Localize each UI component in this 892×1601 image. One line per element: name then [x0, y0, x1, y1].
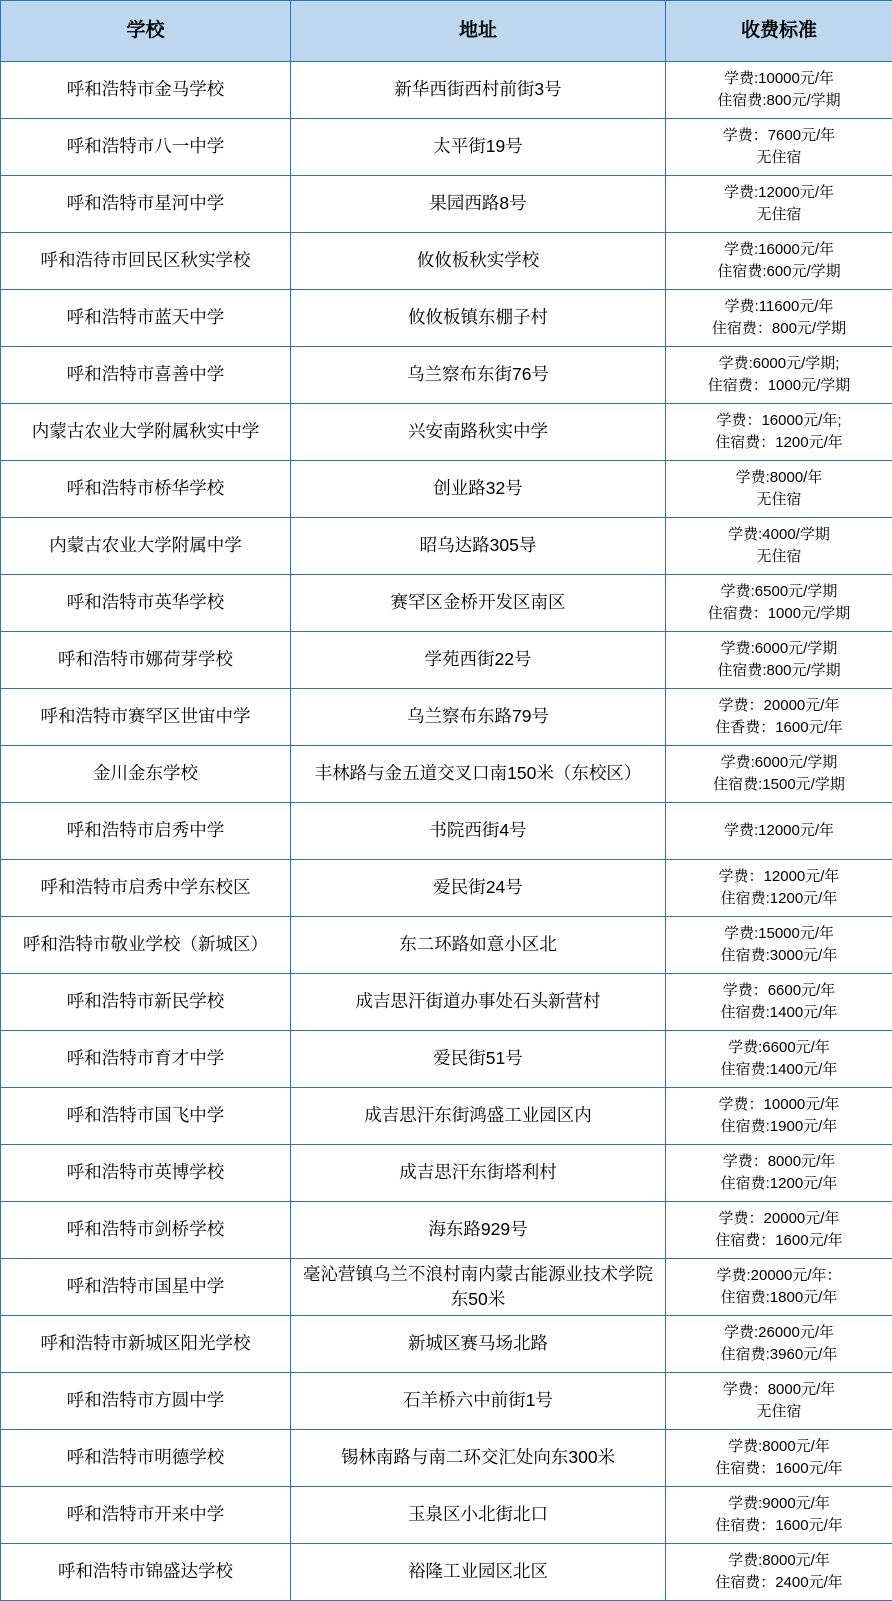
- table-row: [1, 860, 892, 917]
- fee-line: 学费:4000/学期: [670, 524, 888, 547]
- cell-address: 爱民街51号: [291, 1031, 666, 1088]
- cell-school: 呼和浩特市锦盛达学校: [1, 1544, 291, 1601]
- fee-line: 住宿费：1000元/学期: [670, 603, 888, 626]
- cell-fee: [666, 1088, 892, 1145]
- cell-school: 内蒙古农业大学附属秋实中学: [1, 404, 291, 461]
- table-row: [1, 1487, 892, 1544]
- cell-address: 昭乌达路305导: [291, 518, 666, 575]
- cell-school: 呼和浩特市新城区阳光学校: [1, 1316, 291, 1373]
- fee-line: 无住宿: [670, 546, 888, 569]
- cell-address: 书院西街4号: [291, 803, 666, 860]
- cell-address: 太平街19号: [291, 119, 666, 176]
- cell-fee: [666, 1487, 892, 1544]
- cell-fee: [666, 860, 892, 917]
- cell-fee: [666, 1316, 892, 1373]
- table-row: [1, 1544, 892, 1601]
- table-row: [1, 290, 892, 347]
- cell-address: 丰林路与金五道交叉口南150米（东校区）: [291, 746, 666, 803]
- cell-address: 新城区赛马场北路: [291, 1316, 666, 1373]
- table-row: [1, 746, 892, 803]
- table-row: [1, 1202, 892, 1259]
- fee-line: 无住宿: [670, 489, 888, 512]
- table-row: [1, 404, 892, 461]
- fee-line: 住宿费：2400元/年: [670, 1572, 888, 1595]
- fee-line: 住宿费:800元/学期: [670, 90, 888, 113]
- cell-fee: [666, 518, 892, 575]
- table-row: [1, 803, 892, 860]
- cell-school: 呼和浩特市星河中学: [1, 176, 291, 233]
- fee-line: 学费:6000元/学期: [670, 752, 888, 775]
- cell-address: 海东路929号: [291, 1202, 666, 1259]
- fee-line: 住宿费:600元/学期: [670, 261, 888, 284]
- cell-school: 呼和浩特市方圆中学: [1, 1373, 291, 1430]
- cell-address: 爱民街24号: [291, 860, 666, 917]
- cell-address: 攸攸板秋实学校: [291, 233, 666, 290]
- cell-address: 乌兰察布东街76号: [291, 347, 666, 404]
- fee-line: 住宿费:800元/学期: [670, 660, 888, 683]
- fee-line: 住宿费：800元/学期: [670, 318, 888, 341]
- table-row: [1, 1088, 892, 1145]
- table-body: [1, 62, 892, 1601]
- table-row: [1, 461, 892, 518]
- fee-line: 学费:12000元/年: [670, 820, 888, 843]
- fee-line: 无住宿: [670, 1401, 888, 1424]
- fee-line: 住宿费：1600元/年: [670, 1230, 888, 1253]
- cell-fee: [666, 974, 892, 1031]
- cell-fee: [666, 689, 892, 746]
- column-header-fee: 收费标准: [666, 1, 892, 62]
- table-row: [1, 917, 892, 974]
- fee-line: 学费：8000元/年: [670, 1151, 888, 1174]
- fee-line: 学费:6000元/学期;: [670, 353, 888, 376]
- cell-school: 呼和浩特市启秀中学: [1, 803, 291, 860]
- fee-line: 住宿费:1200元/年: [670, 1173, 888, 1196]
- table-row: [1, 689, 892, 746]
- table-row: [1, 347, 892, 404]
- cell-address: 学苑西街22号: [291, 632, 666, 689]
- fee-line: 学费:6000元/学期: [670, 638, 888, 661]
- fee-line: 住宿费：1600元/年: [670, 1458, 888, 1481]
- fee-line: 学费:15000元/年: [670, 923, 888, 946]
- fee-line: 学费:16000元/年: [670, 239, 888, 262]
- cell-address: 攸攸板镇东棚子村: [291, 290, 666, 347]
- fee-line: 学费：10000元/年: [670, 1094, 888, 1117]
- table-row: [1, 974, 892, 1031]
- fee-line: 住宿费:1200元/年: [670, 888, 888, 911]
- cell-fee: [666, 803, 892, 860]
- cell-address: 创业路32号: [291, 461, 666, 518]
- fee-line: 住宿费:1400元/年: [670, 1002, 888, 1025]
- column-header-address: 地址: [291, 1, 666, 62]
- table-row: [1, 62, 892, 119]
- cell-school: 金川金东学校: [1, 746, 291, 803]
- cell-school: 呼和浩特市开来中学: [1, 1487, 291, 1544]
- fee-line: 学费:8000元/年: [670, 1436, 888, 1459]
- cell-school: 呼和浩特市育才中学: [1, 1031, 291, 1088]
- cell-school: 呼和浩特市英博学校: [1, 1145, 291, 1202]
- cell-fee: [666, 1259, 892, 1316]
- cell-fee: [666, 290, 892, 347]
- cell-address: 成吉思汗东街鸿盛工业园区内: [291, 1088, 666, 1145]
- cell-address: 石羊桥六中前街1号: [291, 1373, 666, 1430]
- fee-line: 学费:11600元/年: [670, 296, 888, 319]
- cell-fee: [666, 1373, 892, 1430]
- fee-line: 住宿费：1200元/年: [670, 432, 888, 455]
- fee-line: 住宿费:3000元/年: [670, 945, 888, 968]
- cell-fee: [666, 1430, 892, 1487]
- fee-line: 学费:6500元/学期: [670, 581, 888, 604]
- cell-fee: [666, 119, 892, 176]
- cell-fee: [666, 404, 892, 461]
- fee-line: 住宿费：1000元/学期: [670, 375, 888, 398]
- cell-school: 呼和浩特市国飞中学: [1, 1088, 291, 1145]
- fee-line: 学费：12000元/年: [670, 866, 888, 889]
- table-row: [1, 518, 892, 575]
- cell-fee: [666, 461, 892, 518]
- table-row: [1, 176, 892, 233]
- cell-fee: [666, 176, 892, 233]
- cell-fee: [666, 1544, 892, 1601]
- table-row: [1, 632, 892, 689]
- cell-school: 内蒙古农业大学附属中学: [1, 518, 291, 575]
- cell-address: 毫沁营镇乌兰不浪村南内蒙古能源业技术学院东50米: [291, 1259, 666, 1316]
- cell-school: 呼和浩特市娜荷芽学校: [1, 632, 291, 689]
- cell-address: 裕隆工业园区北区: [291, 1544, 666, 1601]
- fee-line: 学费：8000元/年: [670, 1379, 888, 1402]
- cell-fee: [666, 575, 892, 632]
- cell-fee: [666, 1145, 892, 1202]
- table-row: [1, 575, 892, 632]
- cell-school: 呼和浩特市喜善中学: [1, 347, 291, 404]
- cell-address: 锡林南路与南二环交汇处向东300米: [291, 1430, 666, 1487]
- fee-line: 住宿费:1800元/年: [670, 1287, 888, 1310]
- cell-fee: [666, 62, 892, 119]
- fee-line: 学费:10000元/年: [670, 68, 888, 91]
- cell-address: 成吉思汗东街塔利村: [291, 1145, 666, 1202]
- fee-line: 住香费：1600元/年: [670, 717, 888, 740]
- cell-school: 呼和浩特市启秀中学东校区: [1, 860, 291, 917]
- cell-school: 呼和浩特市桥华学校: [1, 461, 291, 518]
- cell-school: 呼和浩特市八一中学: [1, 119, 291, 176]
- fee-line: 学费:12000元/年: [670, 182, 888, 205]
- fee-line: 学费:6600元/年: [670, 1037, 888, 1060]
- fee-line: 学费:9000元/年: [670, 1493, 888, 1516]
- fee-line: 住宿费:1500元/学期: [670, 774, 888, 797]
- fee-line: 学费:8000/年: [670, 467, 888, 490]
- table-header: [1, 1, 892, 62]
- table-row: [1, 1430, 892, 1487]
- fee-line: 学费：20000元/年: [670, 1208, 888, 1231]
- table-row: [1, 119, 892, 176]
- cell-address: 玉泉区小北街北口: [291, 1487, 666, 1544]
- fee-line: 住宿费:1900元/年: [670, 1116, 888, 1139]
- cell-school: 呼和浩特市明德学校: [1, 1430, 291, 1487]
- cell-fee: [666, 347, 892, 404]
- fee-line: 学费:20000元/年：: [670, 1265, 888, 1288]
- fee-line: 学费:26000元/年: [670, 1322, 888, 1345]
- fee-line: 无住宿: [670, 147, 888, 170]
- cell-fee: [666, 746, 892, 803]
- cell-school: 呼和浩特市赛罕区世宙中学: [1, 689, 291, 746]
- cell-address: 果园西路8号: [291, 176, 666, 233]
- table-row: [1, 1259, 892, 1316]
- cell-school: 呼和浩特市蓝天中学: [1, 290, 291, 347]
- cell-fee: [666, 233, 892, 290]
- cell-address: 新华西街西村前街3号: [291, 62, 666, 119]
- table-row: [1, 1316, 892, 1373]
- fee-line: 学费：6600元/年: [670, 980, 888, 1003]
- table-row: [1, 1031, 892, 1088]
- cell-fee: [666, 632, 892, 689]
- cell-fee: [666, 1031, 892, 1088]
- cell-school: 呼和浩特市新民学校: [1, 974, 291, 1031]
- table-header-row: [1, 1, 892, 62]
- fee-line: 无住宿: [670, 204, 888, 227]
- fee-line: 学费:8000元/年: [670, 1550, 888, 1573]
- cell-address: 乌兰察布东路79号: [291, 689, 666, 746]
- column-header-school: 学校: [1, 1, 291, 62]
- fee-line: 住宿费:3960元/年: [670, 1344, 888, 1367]
- cell-address: 成吉思汗街道办事处石头新营村: [291, 974, 666, 1031]
- fee-line: 学费：7600元/年: [670, 125, 888, 148]
- cell-address: 兴安南路秋实中学: [291, 404, 666, 461]
- cell-fee: [666, 1202, 892, 1259]
- cell-school: 呼和浩特市敬业学校（新城区）: [1, 917, 291, 974]
- fee-line: 学费：16000元/年;: [670, 410, 888, 433]
- cell-school: 呼和浩特市英华学校: [1, 575, 291, 632]
- table-row: [1, 233, 892, 290]
- cell-address: 东二环路如意小区北: [291, 917, 666, 974]
- cell-fee: [666, 917, 892, 974]
- cell-school: 呼和浩特市剑桥学校: [1, 1202, 291, 1259]
- table-row: [1, 1373, 892, 1430]
- table-row: [1, 1145, 892, 1202]
- fee-line: 学费：20000元/年: [670, 695, 888, 718]
- cell-address: 赛罕区金桥开发区南区: [291, 575, 666, 632]
- cell-school: 呼和浩特市金马学校: [1, 62, 291, 119]
- fee-line: 住宿费：1600元/年: [670, 1515, 888, 1538]
- fee-line: 住宿费:1400元/年: [670, 1059, 888, 1082]
- cell-school: 呼和浩待市回民区秋实学校: [1, 233, 291, 290]
- cell-school: 呼和浩特市国星中学: [1, 1259, 291, 1316]
